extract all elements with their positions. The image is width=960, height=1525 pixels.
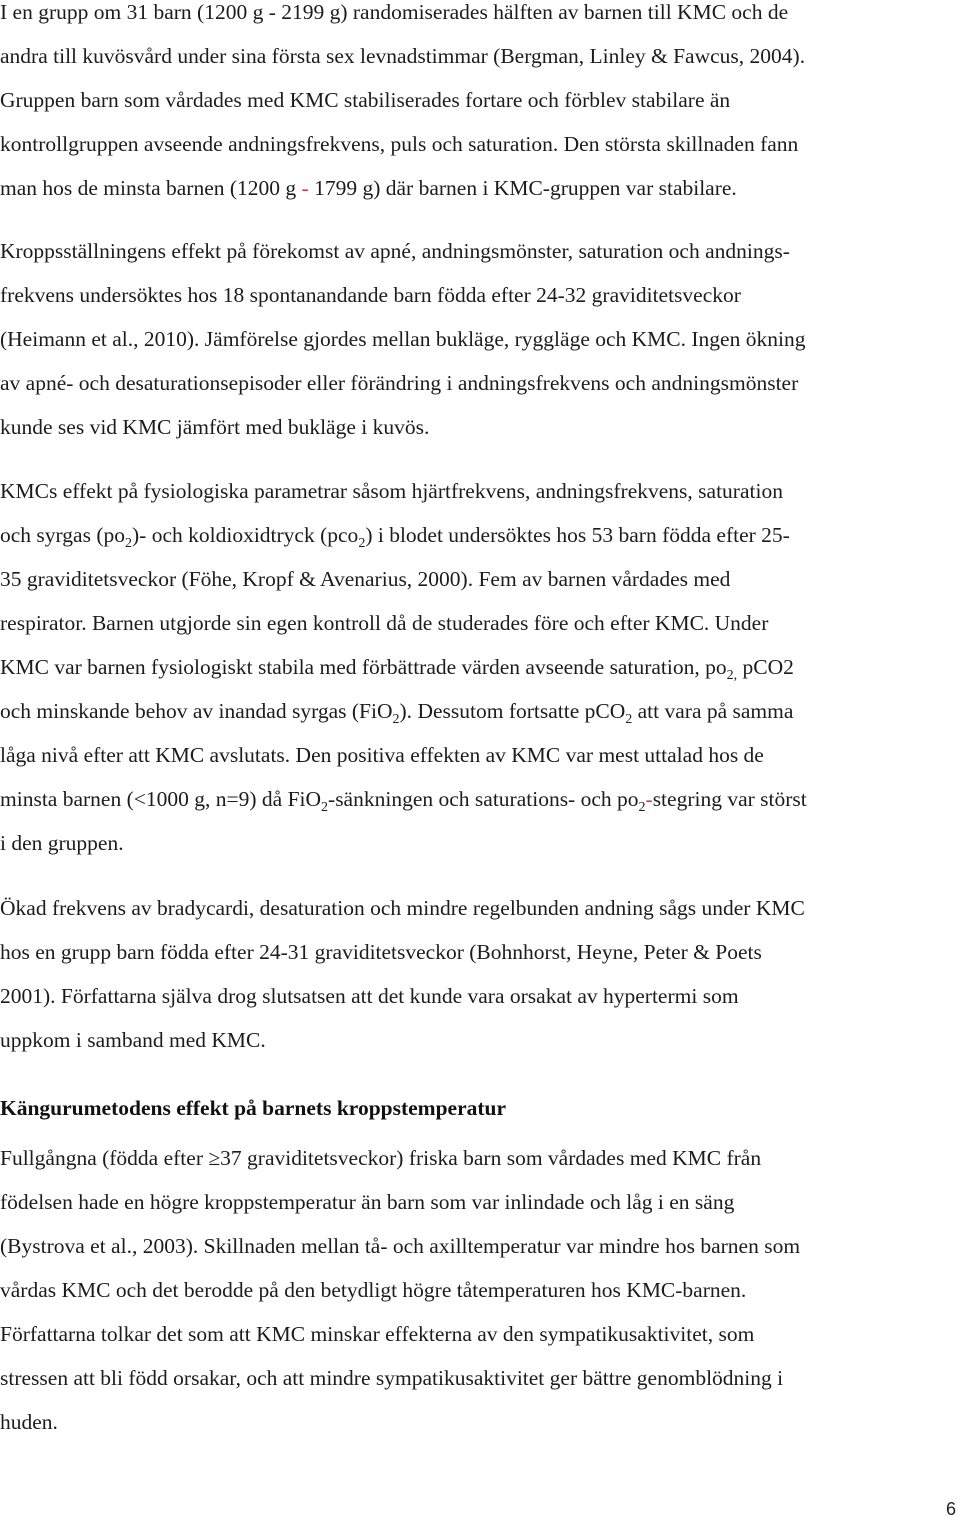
text-line: Kroppsställningens effekt på förekomst av apné, andningsmönster, saturation och andnings- xyxy=(0,239,790,263)
text-line: andra till kuvösvård under sina första sex levnadstimmar (Bergman, Linley & Fawcus, 2004). xyxy=(0,44,806,68)
text-line: födelsen hade en högre kroppstemperatur än barn som var inlindade och låg i en säng xyxy=(0,1190,735,1214)
text-line: minsta barnen (<1000 g, n=9) då FiO$_2$-sänkningen och saturations- och $po_2$-stegring var störst xyxy=(0,787,807,815)
text-line: man hos de minsta barnen (1200 g - 1799 g) där barnen i KMC-gruppen var stabilare. xyxy=(0,176,737,200)
text-line: stressen att bli född orsakar, och att mindre sympatikusaktivitet ger bättre genomblödning i xyxy=(0,1366,784,1390)
text-line: KMC var barnen fysiologiskt stabila med förbättrade värden avseende saturation, $po_{2,}$ pCO2 xyxy=(0,655,794,683)
paragraph-2 xyxy=(0,229,960,449)
text-line: Författarna tolkar det som att KMC minskar effekterna av den sympatikusaktivitet, som xyxy=(0,1322,755,1346)
paragraph-3 xyxy=(0,469,960,865)
text-line: Gruppen barn som vårdades med KMC stabiliserades fortare och förblev stabilare än xyxy=(0,88,731,112)
text-line: låga nivå efter att KMC avslutats. Den positiva effekten av KMC var mest uttalad hos de xyxy=(0,743,764,767)
paragraph-4 xyxy=(0,886,960,1062)
text-line: I en grupp om 31 barn (1200 g - 2199 g) randomiserades hälften av barnen till KMC och de xyxy=(0,0,789,24)
text-line: respirator. Barnen utgjorde sin egen kontroll då de studerades före och efter KMC. Under xyxy=(0,611,769,635)
text-line: uppkom i samband med KMC. xyxy=(0,1028,266,1052)
text-line: 2001). Författarna själva drog slutsatsen att det kunde vara orsakat av hypertermi som xyxy=(0,984,739,1008)
text-line: KMCs effekt på fysiologiska parametrar såsom hjärtfrekvens, andningsfrekvens, saturation xyxy=(0,479,783,503)
text-line: huden. xyxy=(0,1410,58,1434)
text-line: i den gruppen. xyxy=(0,831,124,855)
text-line: kontrollgruppen avseende andningsfrekvens, puls och saturation. Den största skillnaden fann xyxy=(0,132,799,156)
text-line: och minskande behov av inandad syrgas (FiO$_2$). Dessutom fortsatte pCO$_2$ att vara på samma xyxy=(0,699,794,727)
text-line: Fullgångna (födda efter ≥37 graviditetsveckor) friska barn som vårdades med KMC från xyxy=(0,1146,762,1170)
text-line: och syrgas $(po_2)-$ och koldioxidtryck (pco$_2$) i blodet undersöktes hos 53 barn födda efter 25- xyxy=(0,523,790,551)
text-line: kunde ses vid KMC jämfört med bukläge i kuvös. xyxy=(0,415,430,439)
page-number: 6 xyxy=(945,1499,956,1519)
text-line: hos en grupp barn födda efter 24-31 graviditetsveckor (Bohnhorst, Heyne, Peter & Poets xyxy=(0,940,762,964)
text-line: frekvens undersöktes hos 18 spontanandande barn födda efter 24-32 graviditetsveckor xyxy=(0,283,741,307)
text-line: (Heimann et al., 2010). Jämförelse gjordes mellan bukläge, ryggläge och KMC. Ingen ökning xyxy=(0,327,806,351)
text-line: av apné- och desaturationsepisoder eller förändring i andningsfrekvens och andningsmönster xyxy=(0,371,799,395)
paragraph-5 xyxy=(0,1136,960,1444)
text-line: (Bystrova et al., 2003). Skillnaden mellan tå- och axilltemperatur var mindre hos barnen som xyxy=(0,1234,801,1258)
text-line: Ökad frekvens av bradycardi, desaturation och mindre regelbunden andning sågs under KMC xyxy=(0,896,805,920)
paragraph-1 xyxy=(0,0,960,210)
section-heading: Kängurumetodens effekt på barnets kroppstemperatur xyxy=(0,1096,507,1120)
text-line: vårdas KMC och det berodde på den betydligt högre tåtemperaturen hos KMC-barnen. xyxy=(0,1278,747,1302)
text-line: 35 graviditetsveckor (Föhe, Kropf & Avenarius, 2000). Fem av barnen vårdades med xyxy=(0,567,731,591)
